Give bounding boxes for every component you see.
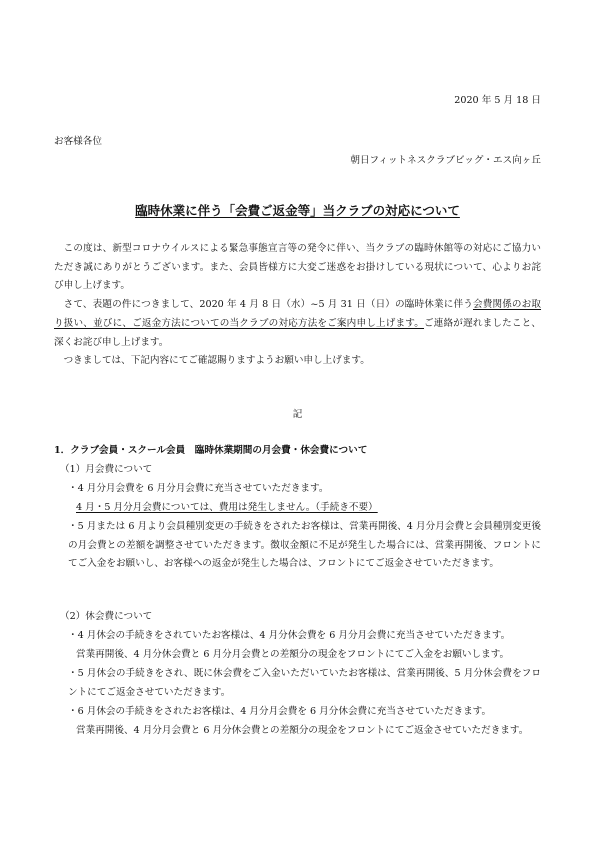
sub2-item-1: ・4 月休会の手続きをされていたお客様は、4 月分休会費を 6 月分月会費に充当させていただきます。 (68, 630, 511, 641)
intro-body (54, 240, 541, 371)
sub1-item-1: ・4 月分月会費を 6 月分月会費に充当させていただきます。 (68, 483, 329, 494)
ki-marker: 記 (292, 409, 303, 420)
intro-paragraph-1: この度は、新型コロナウイルスによる緊急事態宣言等の発令に伴い、当クラブの臨時休館等の対応にご協力いただき誠にありがとうございます。また、会員皆様方に大変ご迷惑をお掛けしている現状について、心よりお詫び申し上げます。 (54, 243, 541, 292)
sub1-item-1-note: 4 月・5 月分月会費については、費用は発生しません。（手続き不要） (76, 502, 378, 513)
section-1-heading: 1．クラブ会員・スクール会員 臨時休業期間の月会費・休会費について (54, 445, 368, 456)
sub2-item-3: ・6 月休会の手続きをされたお客様は、4 月分月会費を 6 月分休会費に充当させていただきます。 (68, 706, 492, 717)
sub2-item-1-cont: 営業再開後、4 月分休会費と 6 月分月会費との差額分の現金をフロントにてご入金をお願いします。 (76, 649, 510, 660)
sub2-item-3-cont: 営業再開後、4 月分月会費と 6 月分休会費との差額分の現金をフロントにてご返金させていただきます。 (76, 725, 529, 736)
subsection-2-heading: （2）休会費について (60, 611, 153, 622)
sub1-item-2: ・5 月または 6 月より会員種別変更の手続きをされたお客様は、営業再開後、4 月分月会費と会員種別変更後の月会費との差額を調整させていただきます。徴収金額に不足が発生した場合には、営業再開後、フロントにてご入金をお願いし、お客様への返金が発生した場合は、フロントにてご返金させていただきます。 (68, 521, 541, 570)
document-title: 臨時休業に伴う「会費ご返金等」当クラブの対応について (135, 203, 460, 218)
intro-p2-underlined: 会費関係のお取り扱い、並びに、ご返金方法についての当クラブの対応方法をご案内申し上げます。 (54, 299, 542, 329)
intro-p2-tail: ご連絡が遅れましたこと、深くお詫び申し上げます。 (54, 317, 541, 348)
sender-line: 朝日フィットネスクラブビッグ・エス向ヶ丘 (350, 155, 541, 166)
intro-p2-text: さて、表題の件につきまして、2020 年 4 月 8 日（水）~5 月 31 日（日）の臨時休業に伴う (63, 299, 473, 311)
document-date: 2020 年 5 月 18 日 (454, 95, 541, 106)
recipient-line: お客様各位 (54, 136, 102, 147)
intro-paragraph-3: つきましては、下記内容にてご確認賜りますようお願い申し上げます。 (63, 355, 370, 367)
intro-paragraph-2 (54, 296, 541, 352)
sub2-item-2: ・5 月休会の手続きをされ、既に休会費をご入金いただいていたお客様は、営業再開後、5 月分休会費をフロントにてご返金させていただきます。 (68, 668, 541, 698)
subsection-1-heading: （1）月会費について (60, 464, 153, 475)
